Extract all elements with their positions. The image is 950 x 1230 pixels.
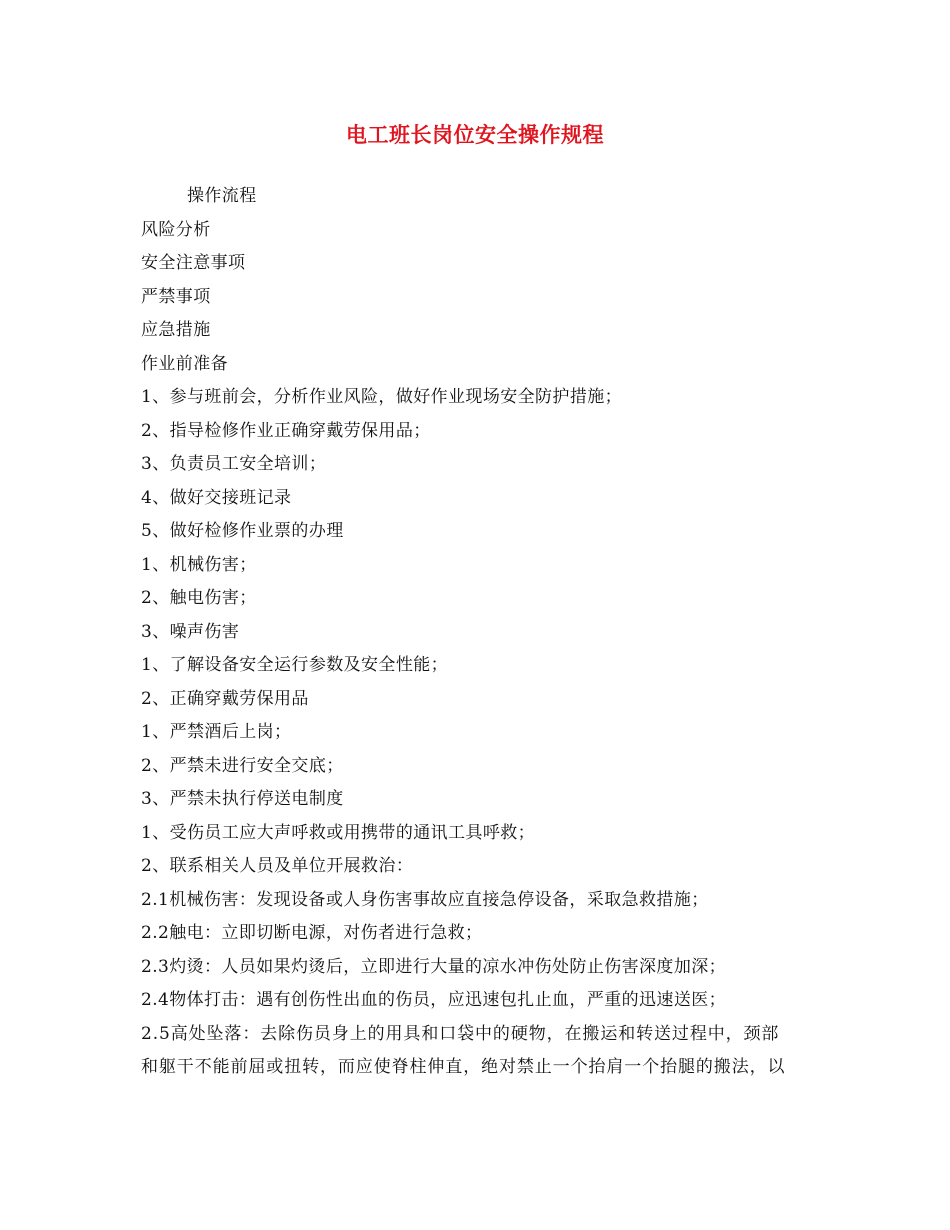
document-title: 电工班长岗位安全操作规程 <box>346 122 604 147</box>
list-item: 1、受伤员工应大声呼救或用携带的通讯工具呼救； <box>141 822 536 843</box>
list-item: 2、指导检修作业正确穿戴劳保用品； <box>141 420 431 441</box>
list-item: 1、机械伤害； <box>141 554 257 575</box>
list-item-continuation: 和躯干不能前屈或扭转，而应使脊柱伸直，绝对禁止一个抬肩一个抬腿的搬法，以 <box>141 1057 786 1077</box>
section-heading-preparation: 作业前准备 <box>141 353 228 374</box>
list-item: 1、参与班前会，分析作业风险，做好作业现场安全防护措施； <box>141 387 623 407</box>
list-item: 2、严禁未进行安全交底； <box>141 755 344 776</box>
list-item: 3、噪声伤害 <box>141 621 240 642</box>
section-heading-emergency: 应急措施 <box>141 320 211 340</box>
list-item: 2.1机械伤害：发现设备或人身伤害事故应直接急停设备，采取急救措施； <box>141 889 709 910</box>
list-item: 2.3灼烫：人员如果灼烫后，立即进行大量的凉水冲伤处防止伤害深度加深； <box>141 956 727 977</box>
list-item: 3、严禁未执行停送电制度 <box>141 789 344 809</box>
list-item: 3、负责员工安全培训； <box>141 454 327 474</box>
section-heading-safety-notes: 安全注意事项 <box>141 253 246 273</box>
list-item: 2、正确穿戴劳保用品 <box>141 688 309 709</box>
list-item: 2.5高处坠落：去除伤员身上的用具和口袋中的硬物，在搬运和转送过程中，颈部 <box>141 1023 780 1044</box>
list-item: 1、严禁酒后上岗； <box>141 722 292 742</box>
section-heading-risk: 风险分析 <box>141 219 211 240</box>
section-heading-procedure: 操作流程 <box>187 186 257 206</box>
list-item: 2、联系相关人员及单位开展救治： <box>141 856 414 876</box>
list-item: 2.4物体打击：遇有创伤性出血的伤员，应迅速包扎止血，严重的迅速送医； <box>141 990 727 1010</box>
section-heading-prohibitions: 严禁事项 <box>141 286 211 307</box>
list-item: 4、做好交接班记录 <box>141 487 292 508</box>
list-item: 2.2触电：立即切断电源，对伤者进行急救； <box>141 923 483 943</box>
list-item: 2、触电伤害； <box>141 588 257 608</box>
list-item: 1、了解设备安全运行参数及安全性能； <box>141 655 449 675</box>
document-body <box>141 180 821 1085</box>
list-item: 5、做好检修作业票的办理 <box>141 521 344 541</box>
